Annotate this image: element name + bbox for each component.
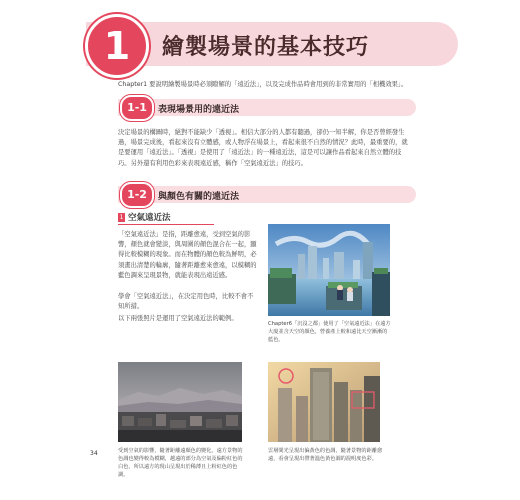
subsection-marker: 1 <box>119 214 124 221</box>
photo-hazy-city <box>118 362 242 442</box>
hazy-city-image <box>118 362 242 442</box>
caption-sunken-city: Chapter6「沉沒之都」使用了「空氣遠近法」在遠方大廈並含天空的顏色，營養產上較和遠比天空漸漸的藍色。 <box>268 321 391 343</box>
section-number-1-1: 1-1 <box>120 95 154 121</box>
sunken-city-image <box>268 224 390 316</box>
photo-golden-buildings <box>268 362 380 442</box>
subsection-title: 空氣遠近法 <box>128 213 171 223</box>
intro-text: Chapter1 要說明繪製場景時必須瞭解的「遠近法」，以及完成作品時會用到的非常實用的「相機效果」。 <box>118 81 408 88</box>
caption-golden-buildings: 雲層間光呈現出偏黃色的色調，隨著景物的距離愈遠，看會呈現出帶著溫色黃色調的混明度色彩。 <box>268 448 383 462</box>
paragraph-definition: 「空氣遠近法」是指，距離愈遠，受到空氣的影響，顏色就會變淡，與周圍的顏色混合在一起，顯得比較模糊的現象。而在物體的顏色較為鮮明，必須畫出清楚的輪廓，隨著距離愈來愈遠，以模糊的藍色調來呈現景物，就能表現出遠近感。 <box>118 231 257 279</box>
page-title: 繪製場景的基本技巧 <box>162 35 370 60</box>
section-number-1-2: 1-2 <box>120 182 154 208</box>
page-number: 34 <box>90 450 98 457</box>
illustration-sunken-city <box>268 224 390 316</box>
paragraph-learning: 學會「空氣遠近法」，在決定用色時，比較不會不知所措。 <box>118 293 254 311</box>
caption-hazy-city: 受到空氣的影響，隨著距離遠顏色的變化，遠方景物的色調也變得較為模糊，越遠的部分為空氣及偏粉紅色的白色，所以遠方的現山呈現出於稀薄且上粉紅色的色調。 <box>118 448 243 478</box>
golden-buildings-image <box>268 362 380 442</box>
subsection-underline <box>118 224 214 225</box>
section-1-1-body: 決定場景的構圖時，絕對不能缺少「透視」。相信大部分的人都有聽過，卻仍一知半解，你是否曾經發生過，場景完成後，看起來沒有立體感，或人物浮在場景上，看起來很不自然的情況？此時，最重要的，就是要運用「遠近法」。「透視」是使用了「遠近法」的一種遠近法，這是可以讓作品看起來自然立體的技巧。另外還有利用色彩來表現遠近感，稱作「空氣遠近法」的技巧。 <box>118 129 408 167</box>
paragraph-examples: 以下兩張照片是運用了空氣遠近法的範例。 <box>118 315 238 322</box>
section-title-1-2: 與顏色有關的遠近法 <box>158 192 240 202</box>
section-title-1-1: 表現場景用的遠近法 <box>158 105 240 115</box>
chapter-number-badge: 1 <box>85 14 149 78</box>
